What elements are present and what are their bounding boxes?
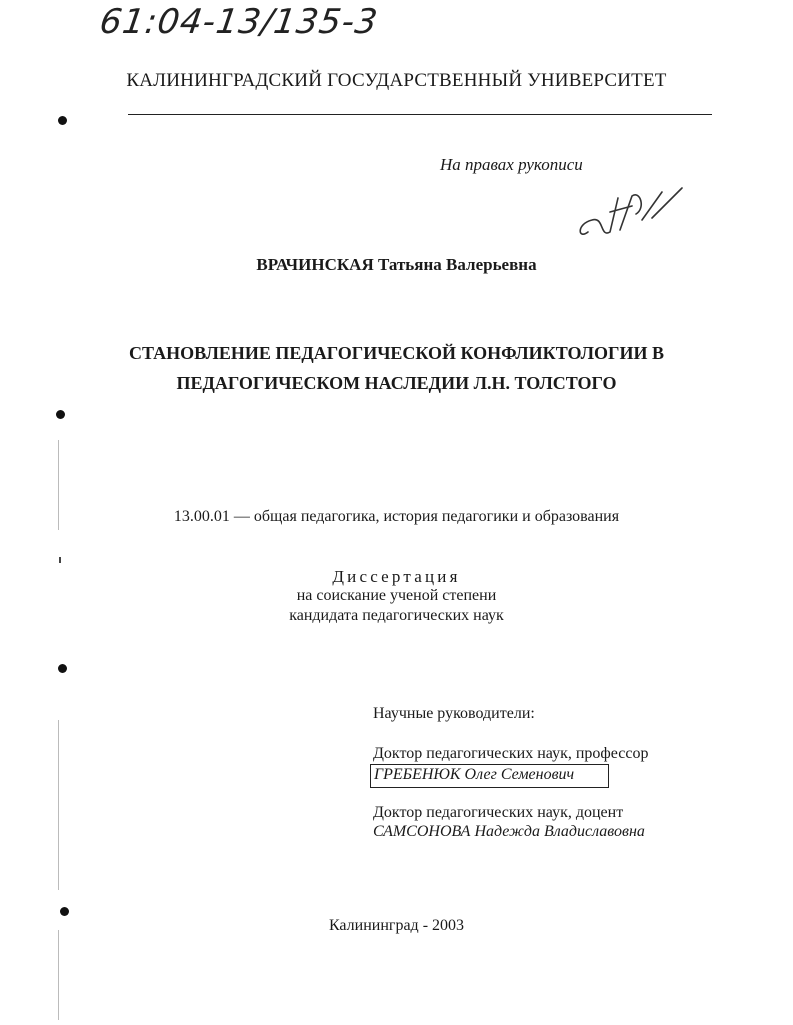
advisor-2-degree: Доктор педагогических наук, доцент bbox=[373, 804, 624, 821]
archive-number: 61:04-13/135-3 bbox=[97, 2, 381, 42]
manuscript-rights: На правах рукописи bbox=[440, 155, 583, 174]
header-rule bbox=[128, 114, 712, 115]
author-name bbox=[0, 255, 793, 275]
margin-bleed bbox=[58, 440, 59, 530]
signature bbox=[570, 180, 700, 250]
binder-hole-mark bbox=[58, 664, 67, 673]
binder-hole-mark bbox=[56, 410, 65, 419]
margin-bleed bbox=[58, 720, 59, 890]
degree-line-2: кандидата педагогических наук bbox=[289, 607, 504, 624]
advisors-label: Научные руководители: bbox=[373, 705, 535, 722]
title-line-1: СТАНОВЛЕНИЕ ПЕДАГОГИЧЕСКОЙ КОНФЛИКТОЛОГИИ В bbox=[129, 343, 664, 363]
margin-bleed bbox=[58, 930, 59, 1020]
degree-line-1: на соискание ученой степени bbox=[296, 587, 497, 604]
specialty-code: 13.00.01 — общая педагогика, история педагогики и образования bbox=[173, 508, 620, 525]
place-year: Калининград - 2003 bbox=[328, 917, 465, 934]
author-surname: ВРАЧИНСКАЯ bbox=[256, 255, 374, 274]
university-name: КАЛИНИНГРАДСКИЙ ГОСУДАРСТВЕННЫЙ УНИВЕРСИТЕТ bbox=[126, 70, 667, 91]
binder-hole-mark bbox=[58, 116, 67, 125]
scan-speck bbox=[59, 557, 61, 563]
advisor-2-name: САМСОНОВА Надежда Владиславовна bbox=[373, 823, 645, 840]
advisor-1-degree: Доктор педагогических наук, профессор bbox=[373, 745, 649, 762]
dissertation-title bbox=[0, 338, 793, 398]
advisor-1-name: ГРЕБЕНЮК Олег Семенович bbox=[374, 766, 575, 783]
binder-hole-mark bbox=[60, 907, 69, 916]
dissertation-heading: Диссертация bbox=[332, 567, 461, 586]
title-line-2: ПЕДАГОГИЧЕСКОМ НАСЛЕДИИ Л.Н. ТОЛСТОГО bbox=[176, 373, 617, 393]
author-given-names: Татьяна Валерьевна bbox=[377, 255, 537, 274]
